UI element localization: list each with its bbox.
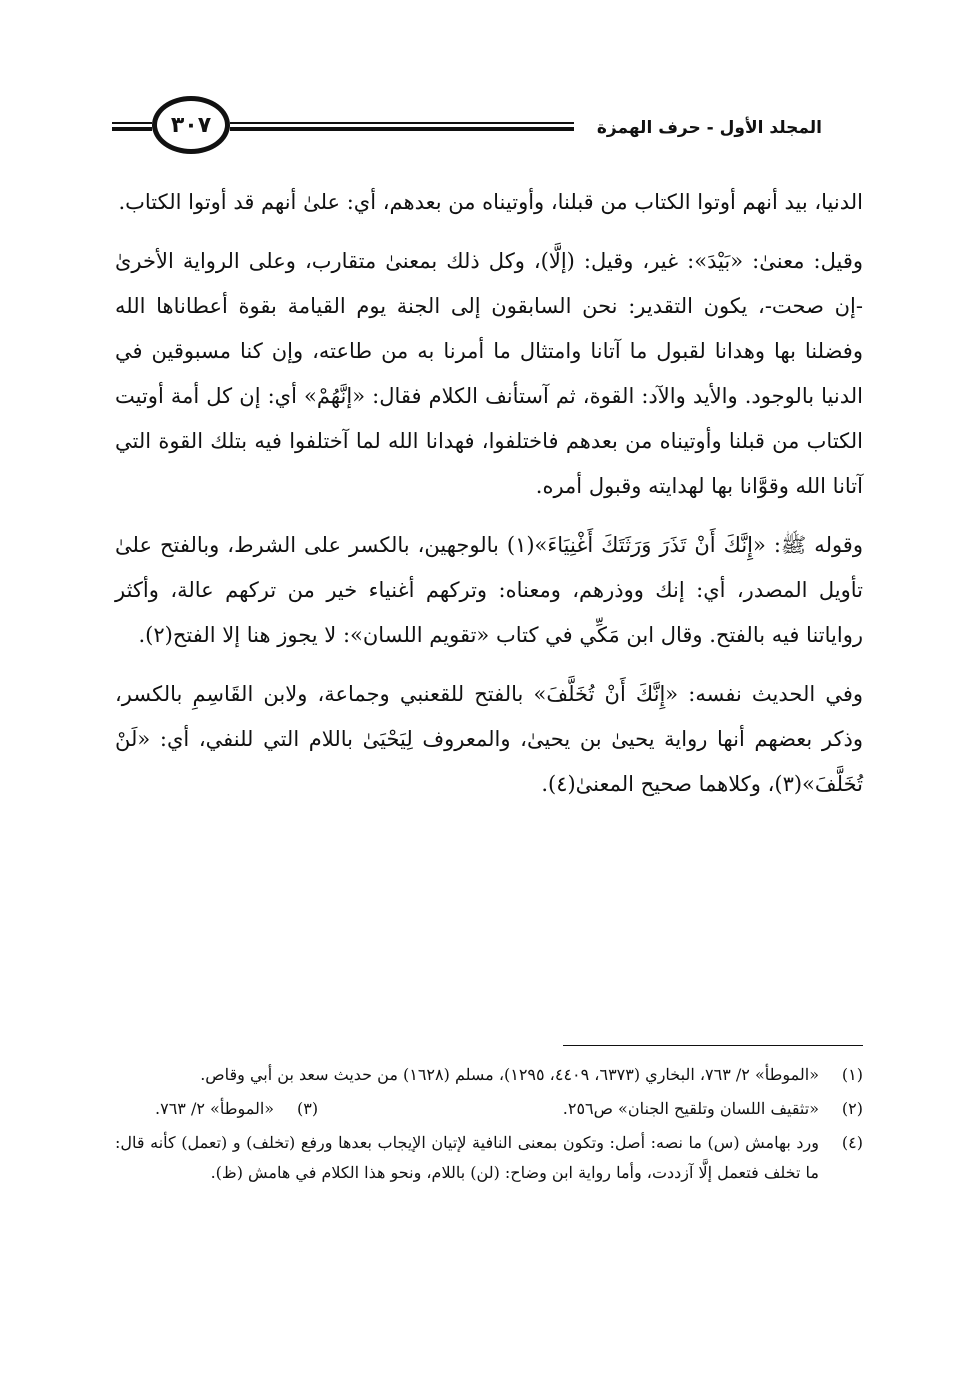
paragraph-4: وفي الحديث نفسه: «إِنَّكَ أَنْ تُخَلَّفَ» بالفتح للقعنبي وجماعة، ولابن القَاسِمِ بالكسر، وذكر بعضهم أنها رواية يحيىٰ بن يحيىٰ، والمعروف لِيَحْيَىٰ باللام التي للنفي، أي: «لَنْ تُخَلَّفَ»(٣)، وكلاهما صحيح المعنىٰ(٤). (115, 682, 863, 796)
header-rule-right (230, 122, 574, 131)
footnote-text: ورد بهامش (س) ما نصه: أصل: وتكون بمعنى النافية لإتيان الإيجاب بعدها ورفع (تخلف) و (تعمل) كأنه قال: ما تخلف فتعمل إلَّا آزددت، وأما رواية ابن وضاح: (لن) باللام، ونحو هذا الكلام في هامش (ظ). (115, 1133, 819, 1182)
footnotes (115, 1060, 863, 1192)
footnote-2 (563, 1094, 863, 1124)
footnote-row-2-3 (115, 1094, 863, 1124)
page-number-badge: ٣٠٧ (152, 96, 230, 154)
footnote-text: «تثقيف اللسان وتلقيح الجنان» ص٢٥٦. (562, 1099, 819, 1118)
footnote-number: (٣) (296, 1099, 319, 1118)
main-text (115, 180, 863, 821)
footnote-4 (115, 1128, 863, 1188)
paragraph-3: وقوله ﷺ: «إِنَّكَ أَنْ تَذَرَ وَرَثَتَكَ أَغْنِيَاءَ»(١) بالوجهين، بالكسر على الشرط، وبالفتح علىٰ تأويل المصدر، أي: إنك ووذرهم، ومعناه: وتركهم أغنياء خير من تركهم عالة، وأكثر رواياتنا فيه بالفتح. وقال ابن مَكِّي في كتاب «تقويم اللسان»: لا يجوز هنا إلا الفتح(٢). (115, 533, 863, 647)
footnote-separator (563, 1045, 863, 1046)
header-rule-left (112, 122, 152, 131)
footnote-number: (٤) (841, 1133, 863, 1152)
running-title: المجلد الأول - حرف الهمزة (596, 118, 822, 138)
footnote-1 (115, 1060, 863, 1090)
footnote-number: (١) (841, 1065, 863, 1084)
footnote-text: «الموطأ» ٢/ ٧٦٣، البخاري (٦٣٧٣، ٤٤٠٩، ١٢٩٥)، مسلم (١٦٢٨) من حديث سعد بن أبي وقاص. (200, 1065, 819, 1084)
footnote-3 (155, 1094, 318, 1124)
paragraph-2: وقيل: معنىٰ: «بَيْدَ»: غير، وقيل: (إلَّا)، وكل ذلك بمعنىٰ متقارب، وعلى الرواية الأخرىٰ -إن صحت-، يكون التقدير: نحن السابقون إلى الجنة يوم القيامة بقوة أعطاناها الله وفضلنا بها وهدانا لقبول ما آتانا وامتثال ما أمرنا به من طاعته، وإن كنا مسبوقين في الدنيا بالوجود. والأيد والآد: القوة، ثم آستأنف الكلام فقال: «إنَّهُمْ» أي: إن كل أمة أوتيت الكتاب من قبلنا وأوتيناه من بعدهم فاختلفوا، فهدانا الله لما آختلفوا فيه بتلك القوة التي آتانا الله وقوَّانا بها لهدايته وقبول أمره. (115, 249, 863, 498)
page-header (112, 92, 822, 172)
footnote-text: «الموطأ» ٢/ ٧٦٣. (155, 1099, 275, 1118)
footnote-number: (٢) (841, 1099, 863, 1118)
paragraph-1: الدنيا، بيد أنهم أوتوا الكتاب من قبلنا، وأوتيناه من بعدهم، أي: علىٰ أنهم قد أوتوا الكتاب. (118, 190, 863, 214)
